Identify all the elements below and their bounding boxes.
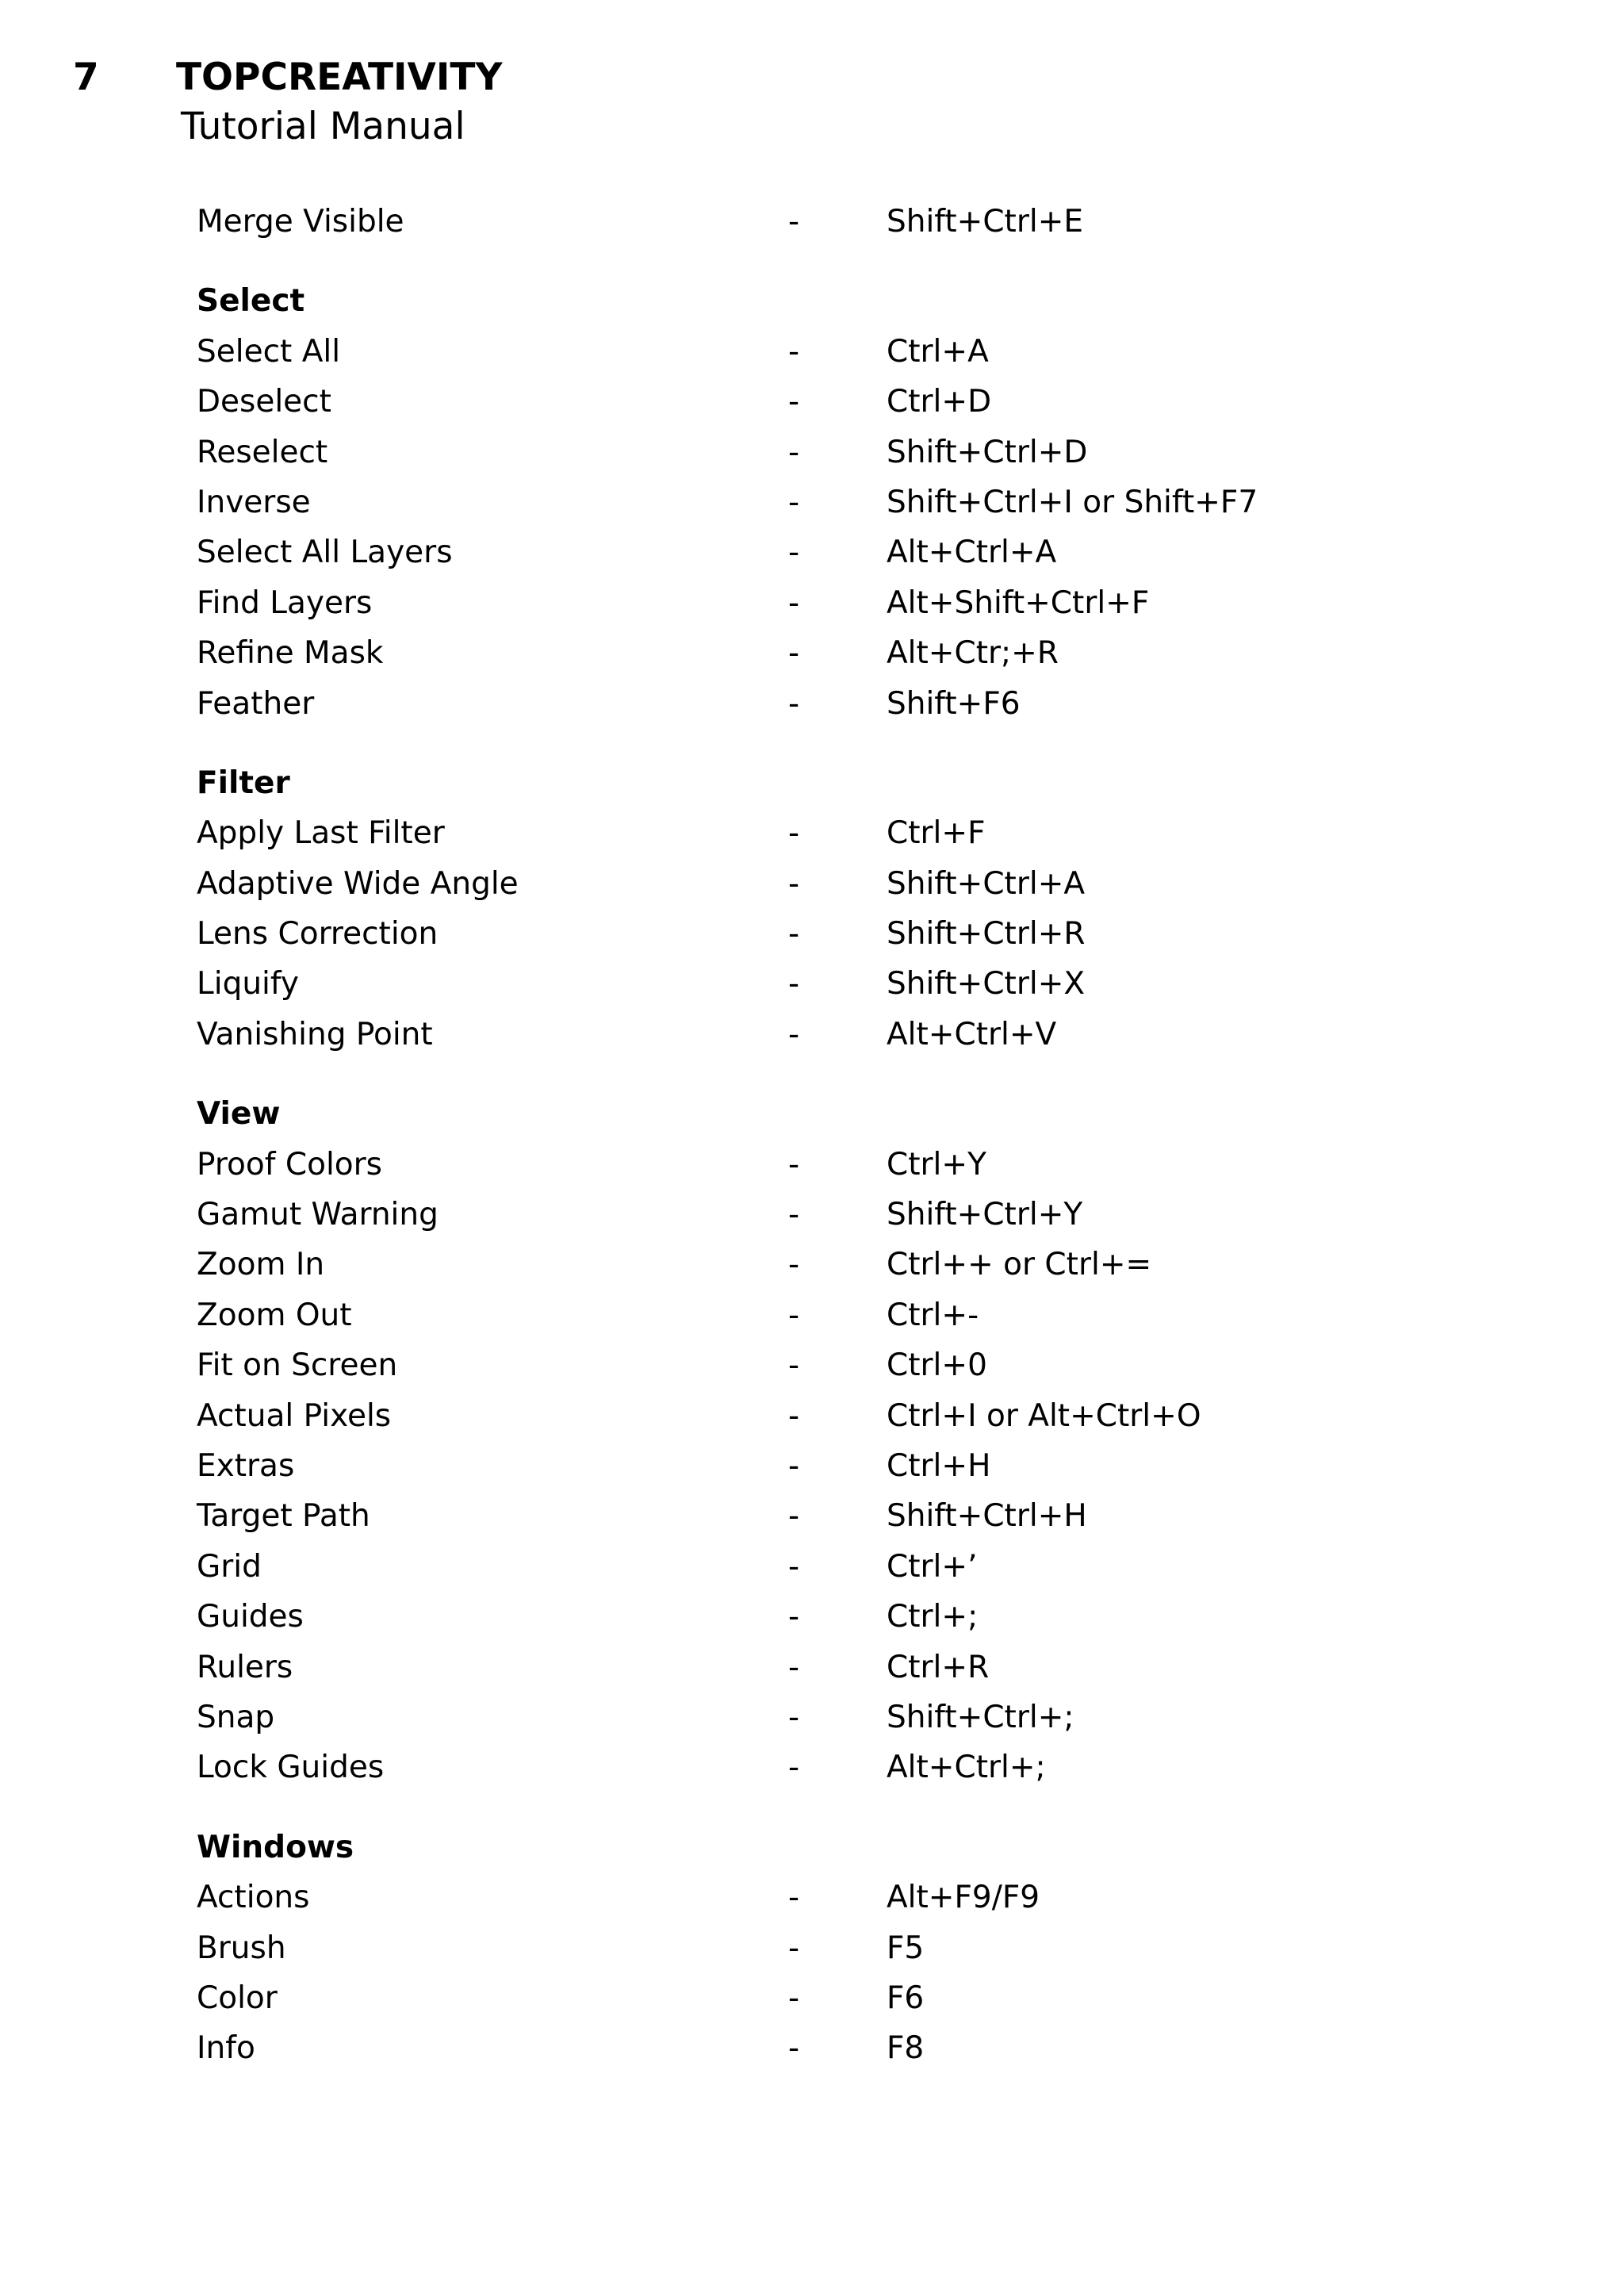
shortcut-row bbox=[197, 327, 1465, 377]
command-name: Brush bbox=[197, 1930, 286, 1966]
shortcut-keys: Ctrl+A bbox=[887, 333, 989, 370]
separator: - bbox=[788, 1750, 800, 1786]
shortcut-keys: Ctrl+R bbox=[887, 1649, 990, 1685]
shortcut-row bbox=[197, 1872, 1465, 1922]
shortcut-row bbox=[197, 377, 1465, 427]
separator: - bbox=[788, 535, 800, 571]
shortcut-row bbox=[197, 1340, 1465, 1390]
shortcut-row bbox=[197, 1923, 1465, 1973]
separator: - bbox=[788, 916, 800, 953]
shortcut-keys: Ctrl+; bbox=[887, 1599, 979, 1635]
shortcut-row bbox=[197, 959, 1465, 1009]
shortcut-keys: Shift+Ctrl+H bbox=[887, 1498, 1087, 1535]
separator: - bbox=[788, 1498, 800, 1535]
shortcut-keys: Alt+Shift+Ctrl+F bbox=[887, 585, 1150, 621]
command-name: Lens Correction bbox=[197, 916, 439, 953]
separator: - bbox=[788, 1880, 800, 1916]
command-name: Actions bbox=[197, 1880, 310, 1916]
shortcut-keys: Shift+Ctrl+E bbox=[887, 204, 1084, 240]
shortcut-keys: Alt+Ctrl+; bbox=[887, 1750, 1046, 1786]
shortcut-section bbox=[197, 1089, 1465, 1792]
separator: - bbox=[788, 1548, 800, 1585]
shortcut-row bbox=[197, 1692, 1465, 1742]
command-name: Snap bbox=[197, 1699, 275, 1735]
shortcut-row bbox=[197, 1742, 1465, 1792]
shortcut-keys: Ctrl+Y bbox=[887, 1146, 986, 1182]
separator: - bbox=[788, 1247, 800, 1283]
command-name: Inverse bbox=[197, 484, 311, 520]
shortcut-keys: Alt+Ctrl+V bbox=[887, 1016, 1057, 1052]
command-name: Proof Colors bbox=[197, 1146, 382, 1182]
command-name: Target Path bbox=[197, 1498, 370, 1535]
command-name: Zoom In bbox=[197, 1247, 325, 1283]
separator: - bbox=[788, 966, 800, 1002]
shortcut-keys: Ctrl+0 bbox=[887, 1347, 987, 1384]
shortcut-keys: F8 bbox=[887, 2030, 925, 2067]
shortcut-row bbox=[197, 679, 1465, 729]
command-name: Guides bbox=[197, 1599, 304, 1635]
command-name: Feather bbox=[197, 685, 315, 722]
shortcut-row bbox=[197, 1140, 1465, 1190]
separator: - bbox=[788, 865, 800, 902]
shortcut-row bbox=[197, 2023, 1465, 2073]
separator: - bbox=[788, 333, 800, 370]
section-heading: Select bbox=[197, 283, 305, 320]
section-heading: View bbox=[197, 1096, 281, 1133]
shortcut-row bbox=[197, 1592, 1465, 1642]
brand-title: TOPCREATIVITY bbox=[176, 56, 503, 99]
shortcut-row bbox=[197, 1190, 1465, 1240]
separator: - bbox=[788, 1930, 800, 1966]
shortcut-keys: Alt+F9/F9 bbox=[887, 1880, 1040, 1916]
separator: - bbox=[788, 635, 800, 672]
separator: - bbox=[788, 1197, 800, 1233]
separator: - bbox=[788, 204, 800, 240]
page-number: 7 bbox=[73, 56, 99, 99]
command-name: Refine Mask bbox=[197, 635, 384, 672]
shortcut-row bbox=[197, 1441, 1465, 1491]
command-name: Reselect bbox=[197, 434, 328, 470]
shortcut-keys: Shift+Ctrl+R bbox=[887, 916, 1086, 953]
separator: - bbox=[788, 384, 800, 420]
command-name: Lock Guides bbox=[197, 1750, 385, 1786]
shortcut-keys: Shift+Ctrl+D bbox=[887, 434, 1088, 470]
shortcut-keys: Ctrl+’ bbox=[887, 1548, 978, 1585]
section-heading: Filter bbox=[197, 765, 290, 801]
shortcut-row bbox=[197, 1491, 1465, 1541]
command-name: Select All bbox=[197, 333, 341, 370]
shortcut-sections bbox=[197, 276, 1465, 2073]
shortcut-keys: Shift+Ctrl+A bbox=[887, 865, 1086, 902]
command-name: Vanishing Point bbox=[197, 1016, 433, 1052]
separator: - bbox=[788, 1397, 800, 1434]
shortcut-section bbox=[197, 276, 1465, 729]
command-name: Rulers bbox=[197, 1649, 293, 1685]
separator: - bbox=[788, 434, 800, 470]
command-name: Find Layers bbox=[197, 585, 373, 621]
command-name: Actual Pixels bbox=[197, 1397, 392, 1434]
shortcut-keys: Ctrl+- bbox=[887, 1297, 979, 1333]
shortcut-row bbox=[197, 808, 1465, 858]
shortcut-row bbox=[197, 1542, 1465, 1592]
shortcut-row bbox=[197, 1290, 1465, 1340]
shortcut-row bbox=[197, 1973, 1465, 2023]
command-name: Merge Visible bbox=[197, 204, 404, 240]
shortcut-keys: Shift+F6 bbox=[887, 685, 1021, 722]
command-name: Grid bbox=[197, 1548, 262, 1585]
shortcut-keys: Ctrl+H bbox=[887, 1447, 991, 1484]
separator: - bbox=[788, 1447, 800, 1484]
shortcut-keys: F5 bbox=[887, 1930, 925, 1966]
separator: - bbox=[788, 815, 800, 852]
shortcut-row bbox=[197, 1240, 1465, 1290]
separator: - bbox=[788, 1016, 800, 1052]
separator: - bbox=[788, 1297, 800, 1333]
command-name: Apply Last Filter bbox=[197, 815, 445, 852]
shortcut-keys: Ctrl+D bbox=[887, 384, 992, 420]
command-name: Adaptive Wide Angle bbox=[197, 865, 519, 902]
command-name: Zoom Out bbox=[197, 1297, 352, 1333]
command-name: Gamut Warning bbox=[197, 1197, 439, 1233]
separator: - bbox=[788, 484, 800, 520]
command-name: Color bbox=[197, 1980, 278, 2016]
separator: - bbox=[788, 2030, 800, 2067]
shortcut-row bbox=[197, 427, 1465, 477]
command-name: Select All Layers bbox=[197, 535, 453, 571]
shortcut-keys: Shift+Ctrl+; bbox=[887, 1699, 1074, 1735]
command-name: Liquify bbox=[197, 966, 299, 1002]
shortcut-keys: Ctrl++ or Ctrl+= bbox=[887, 1247, 1152, 1283]
separator: - bbox=[788, 685, 800, 722]
shortcut-row bbox=[197, 628, 1465, 678]
command-name: Fit on Screen bbox=[197, 1347, 398, 1384]
separator: - bbox=[788, 1699, 800, 1735]
shortcut-keys: Alt+Ctrl+A bbox=[887, 535, 1057, 571]
separator: - bbox=[788, 1980, 800, 2016]
shortcut-section bbox=[197, 1823, 1465, 2074]
shortcut-list bbox=[197, 197, 1465, 2074]
separator: - bbox=[788, 1146, 800, 1182]
shortcut-keys: F6 bbox=[887, 1980, 925, 2016]
command-name: Info bbox=[197, 2030, 255, 2067]
shortcut-row bbox=[197, 477, 1465, 527]
separator: - bbox=[788, 1649, 800, 1685]
separator: - bbox=[788, 585, 800, 621]
separator: - bbox=[788, 1599, 800, 1635]
shortcut-keys: Alt+Ctr;+R bbox=[887, 635, 1059, 672]
shortcut-row bbox=[197, 527, 1465, 577]
command-name: Extras bbox=[197, 1447, 295, 1484]
shortcut-row bbox=[197, 909, 1465, 959]
shortcut-section bbox=[197, 758, 1465, 1060]
shortcut-row bbox=[197, 1010, 1465, 1060]
shortcut-keys: Shift+Ctrl+Y bbox=[887, 1197, 1083, 1233]
shortcut-row bbox=[197, 1642, 1465, 1692]
shortcut-row bbox=[197, 578, 1465, 628]
command-name: Deselect bbox=[197, 384, 331, 420]
shortcut-row bbox=[197, 859, 1465, 909]
shortcut-keys: Shift+Ctrl+I or Shift+F7 bbox=[887, 484, 1258, 520]
shortcut-row bbox=[197, 1391, 1465, 1441]
section-heading: Windows bbox=[197, 1829, 354, 1865]
shortcut-keys: Shift+Ctrl+X bbox=[887, 966, 1086, 1002]
shortcut-row bbox=[197, 197, 1465, 247]
document-subtitle: Tutorial Manual bbox=[181, 105, 465, 148]
shortcut-keys: Ctrl+I or Alt+Ctrl+O bbox=[887, 1397, 1201, 1434]
shortcut-keys: Ctrl+F bbox=[887, 815, 986, 852]
separator: - bbox=[788, 1347, 800, 1384]
